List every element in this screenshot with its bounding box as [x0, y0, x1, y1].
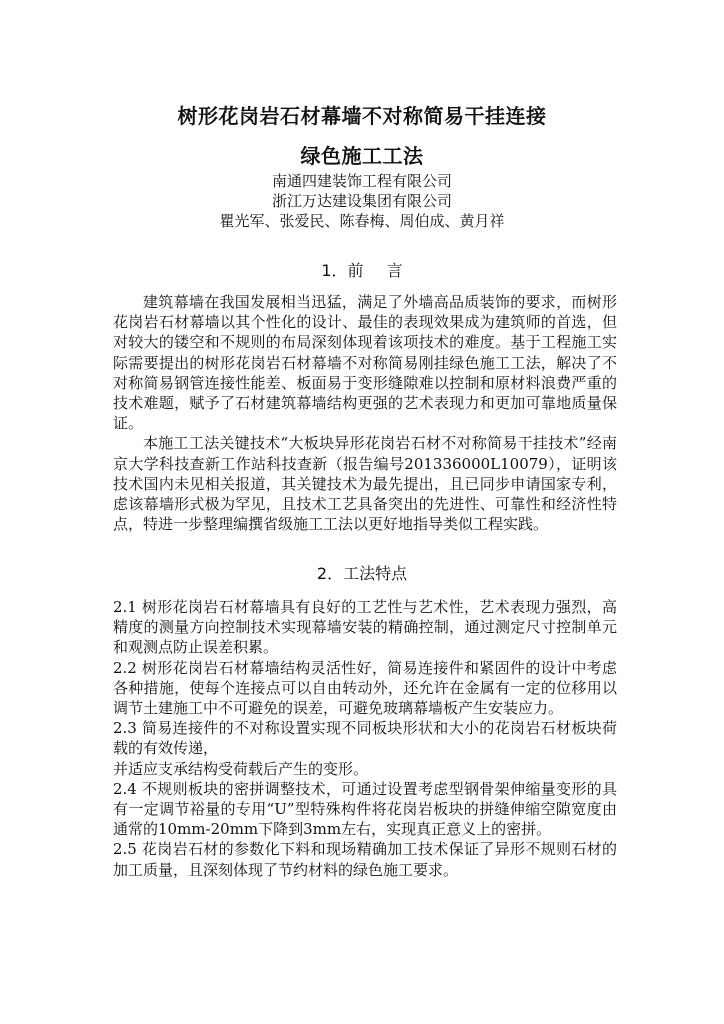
author-list: 瞿光军、张爱民、陈春梅、周伯成、黄月祥 [219, 212, 505, 230]
organization-2: 浙江万达建设集团有限公司 [271, 192, 452, 210]
features-body [113, 597, 617, 880]
preface-body [113, 292, 617, 534]
preface-paragraph: 建筑幕墙在我国发展相当迅猛，满足了外墙高品质装饰的要求，而树形花岗岩石材幕墙以其个性化的设计、最佳的表现效果成为建筑师的首选，但对较大的镂空和不规则的布局深刻体现着该项技术的难度。基于工程施工实际需要提出的树形花岗岩石材幕墙不对称简易刚挂绿色施工工法，解决了不对称简易钢管连接性能差、板面易于变形缝隙难以控制和原材料浪费严重的技术难题，赋予了石材建筑幕墙结构更强的艺术表现力和更加可靠地质量保证。 [113, 293, 617, 433]
preface-paragraph: 本施工工法关键技术“大板块异形花岗岩石材不对称简易干挂技术”经南京大学科技查新工作站科技查新（报告编号201336000L10079），证明该技术国内未见相关报道，其关键技术为最先提出，且已同步申请国家专利，虑该幕墙形式极为罕见，且技术工艺具备突出的先进性、可靠性和经济性特点，特进一步整理编撰省级施工工法以更好地指导类似工程实践。 [113, 434, 617, 534]
feature-item: 2.5 花岗岩石材的参数化下料和现场精确加工技术保证了异形不规则石材的加工质量，且深刻体现了节约材料的绿色施工要求。 [113, 840, 617, 879]
organization-1: 南通四建装饰工程有限公司 [271, 172, 452, 190]
document-title-line1: 树形花岗岩石材幕墙不对称简易干挂连接 [177, 104, 547, 128]
feature-item: 2.1 树形花岗岩石材幕墙具有良好的工艺性与艺术性，艺术表现力强烈，高精度的测量方向控制技术实现幕墙安装的精确控制，通过测定尺寸控制单元和观测点防止误差积累。 [113, 598, 617, 657]
feature-item: 2.3 简易连接件的不对称设置实现不同板块形状和大小的花岗岩石材板块荷载的有效传递， [113, 719, 617, 758]
section-heading-preface: 1．前 言 [321, 261, 403, 280]
feature-item: 2.4 不规则板块的密拼调整技术，可通过设置考虑型钢骨架伸缩量变形的具有一定调节裕量的专用“U”型特殊构件将花岗岩板块的拼缝伸缩空隙宽度由通常的10mm-20mm下降到3mm左右，实现真正意义上的密拼。 [113, 779, 617, 839]
feature-item: 并适应支承结构受荷载后产生的变形。 [113, 759, 369, 778]
feature-item: 2.2 树形花岗岩石材幕墙结构灵活性好，简易连接件和紧固件的设计中考虑各种措施，使每个连接点可以自由转动外，还允许在金属有一定的位移用以调节土建施工中不可避免的误差，可避免玻璃幕墙板产生安装应力。 [113, 658, 617, 718]
section-heading-features: 2．工法特点 [316, 564, 408, 583]
document-title-line2: 绿色施工工法 [300, 144, 424, 168]
